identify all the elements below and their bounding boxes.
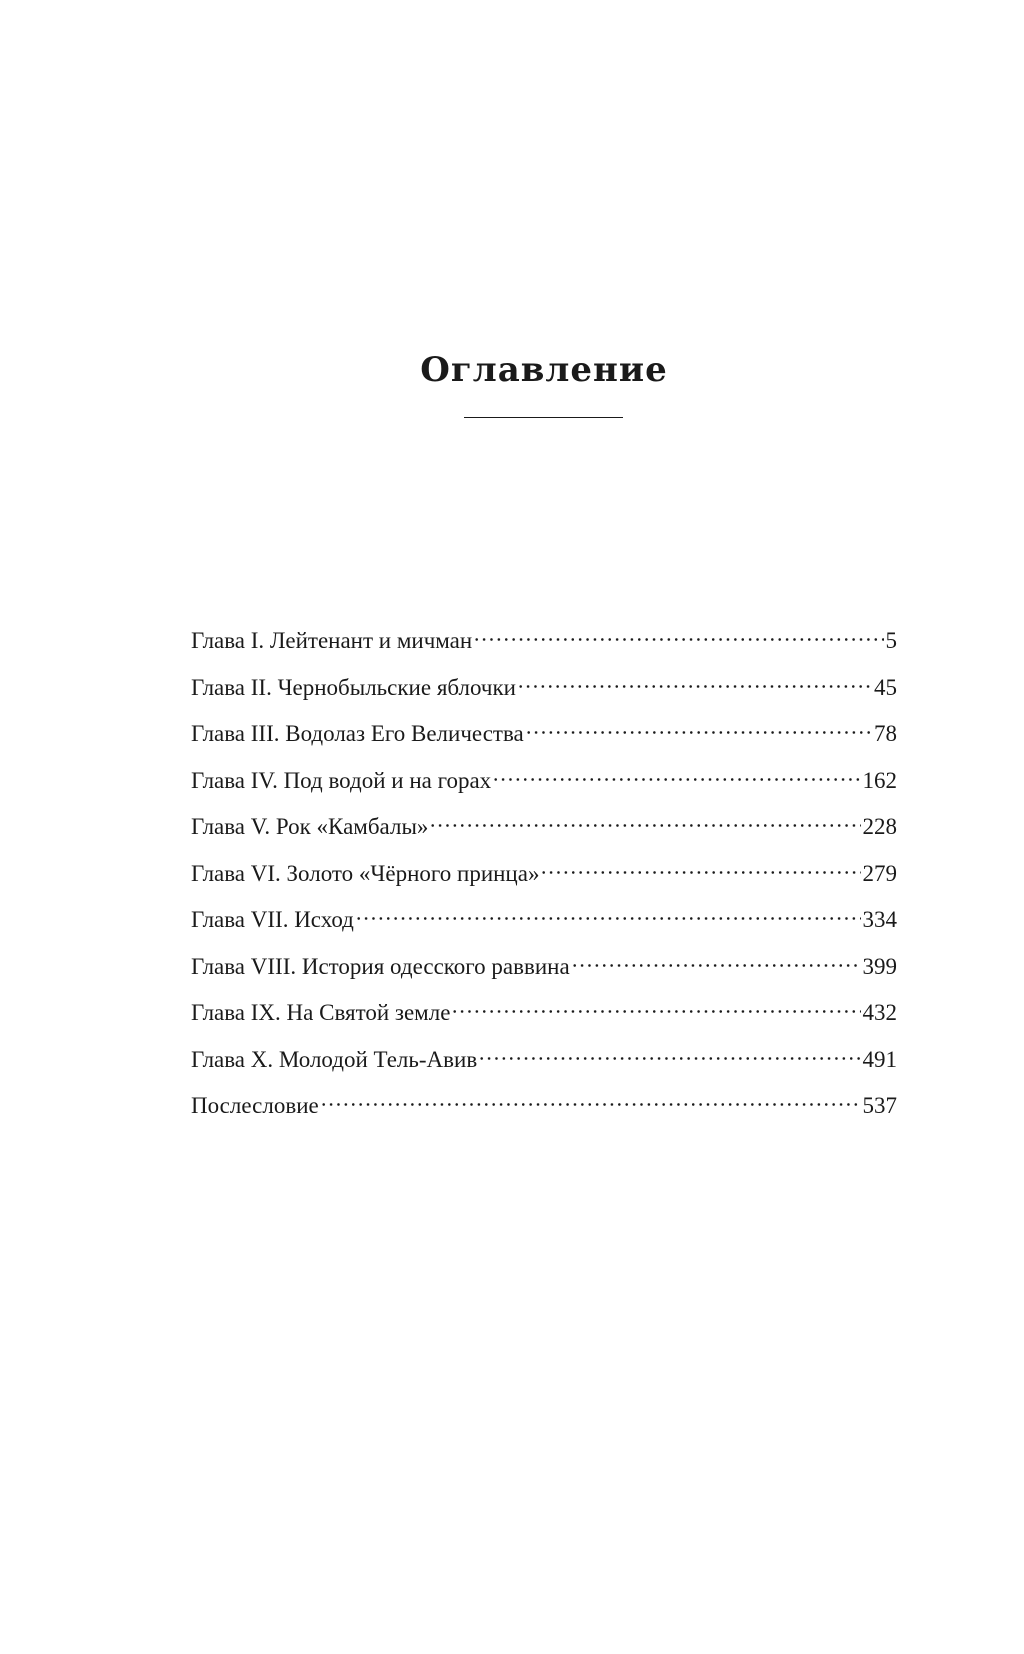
toc-entry-title: Глава V. Рок «Камбалы» [191, 814, 429, 839]
toc-entry-page-number: 334 [862, 907, 897, 932]
dot-leader [540, 851, 860, 881]
toc-entry-page-number: 399 [862, 953, 897, 979]
title-underline-divider [464, 417, 623, 418]
toc-entry-chapter-8[interactable] [191, 944, 897, 991]
toc-entry-title: Глава III. Водолаз Его Величества [191, 721, 524, 746]
toc-entry-title: Глава X. Молодой Тель-Авив [191, 1046, 478, 1072]
toc-entry-page-number: 228 [862, 814, 897, 839]
dot-leader [320, 1083, 861, 1113]
toc-entry-title: Глава II. Чернобыльские яблочки [191, 674, 516, 700]
toc-entry-page-number: 78 [874, 721, 897, 746]
dot-leader [525, 711, 872, 741]
toc-title: Оглавление [420, 350, 668, 390]
toc-entry-chapter-5[interactable] [191, 804, 897, 851]
toc-entry-title: Глава IX. На Святой земле [191, 1000, 451, 1025]
table-of-contents [191, 618, 897, 1130]
dot-leader [571, 944, 861, 974]
toc-entry-chapter-4[interactable] [191, 758, 897, 805]
toc-entry-page-number: 491 [862, 1046, 897, 1072]
toc-entry-page-number: 162 [862, 767, 897, 793]
toc-entry-page-number: 5 [885, 628, 897, 653]
toc-entry-chapter-3[interactable] [191, 711, 897, 758]
toc-entry-chapter-1[interactable] [191, 618, 897, 665]
toc-entry-page-number: 45 [874, 674, 897, 700]
dot-leader [451, 990, 860, 1020]
dot-leader [473, 618, 883, 648]
toc-entry-title: Глава I. Лейтенант и мичман [191, 628, 473, 653]
toc-entry-page-number: 432 [862, 1000, 897, 1025]
toc-entry-title: Глава VI. Золото «Чёрного принца» [191, 860, 540, 886]
dot-leader [355, 897, 861, 927]
dot-leader [429, 804, 860, 834]
toc-entry-title: Глава IV. Под водой и на горах [191, 767, 492, 793]
toc-entry-title: Глава VII. Исход [191, 907, 354, 932]
toc-entry-page-number: 537 [862, 1093, 897, 1118]
toc-entry-chapter-10[interactable] [191, 1037, 897, 1084]
toc-entry-chapter-7[interactable] [191, 897, 897, 944]
dot-leader [517, 665, 872, 695]
toc-entry-title: Глава VIII. История одесского раввина [191, 953, 570, 979]
toc-entry-afterword[interactable] [191, 1083, 897, 1130]
dot-leader [478, 1037, 860, 1067]
toc-entry-chapter-6[interactable] [191, 851, 897, 898]
dot-leader [492, 758, 860, 788]
toc-entry-title: Послесловие [191, 1093, 319, 1118]
toc-entry-chapter-2[interactable] [191, 665, 897, 712]
toc-entry-chapter-9[interactable] [191, 990, 897, 1037]
toc-entry-page-number: 279 [862, 860, 897, 886]
